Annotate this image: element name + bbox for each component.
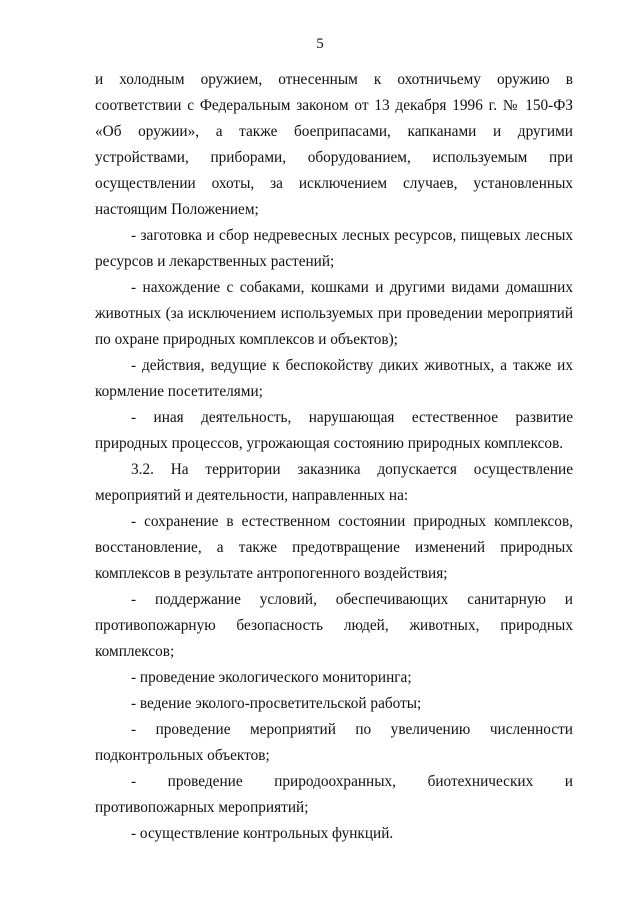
page-number: 5 [316, 36, 324, 52]
list-item-conservation: - проведение природоохранных, биотехнических и противопожарных мероприятий; [95, 773, 573, 816]
section-3-2-heading: 3.2. На территории заказника допускается осуществление мероприятий и деятельности, направленных на: [95, 461, 573, 504]
list-item-preservation: - сохранение в естественном состоянии природных комплексов, восстановление, а также предотвращение изменений природных комплексов в результате антропогенного воздействия; [95, 513, 573, 582]
list-item-harvesting: - заготовка и сбор недревесных лесных ресурсов, пищевых лесных ресурсов и лекарственных растений; [95, 227, 573, 270]
list-item-safety: - поддержание условий, обеспечивающих санитарную и противопожарную безопасность людей, животных, природных комплексов; [95, 591, 573, 660]
list-item-other-activity: - иная деятельность, нарушающая естественное развитие природных процессов, угрожающая состоянию природных комплексов. [95, 409, 573, 452]
list-item-education: - ведение эколого-просветительской работы; [131, 695, 422, 712]
list-item-monitoring: - проведение экологического мониторинга; [131, 669, 412, 686]
document-body [95, 67, 573, 847]
list-item-pets: - нахождение с собаками, кошками и другими видами домашних животных (за исключением используемых при проведении мероприятий по охране природных комплексов и объектов); [95, 279, 573, 348]
list-item-control: - осуществление контрольных функций. [131, 825, 394, 842]
paragraph-continuation: и холодным оружием, отнесенным к охотничьему оружию в соответствии с Федеральным законом от 13 декабря 1996 г. № 150-ФЗ «Об оружии», а также боеприпасами, капканами и другими устройствами, приборами, оборудованием, используемым при осуществлении охоты, за исключением случаев, установленных настоящим Положением; [95, 71, 573, 218]
list-item-population: - проведение мероприятий по увеличению численности подконтрольных объектов; [95, 721, 573, 764]
list-item-disturbance: - действия, ведущие к беспокойству диких животных, а также их кормление посетителями; [95, 357, 573, 400]
